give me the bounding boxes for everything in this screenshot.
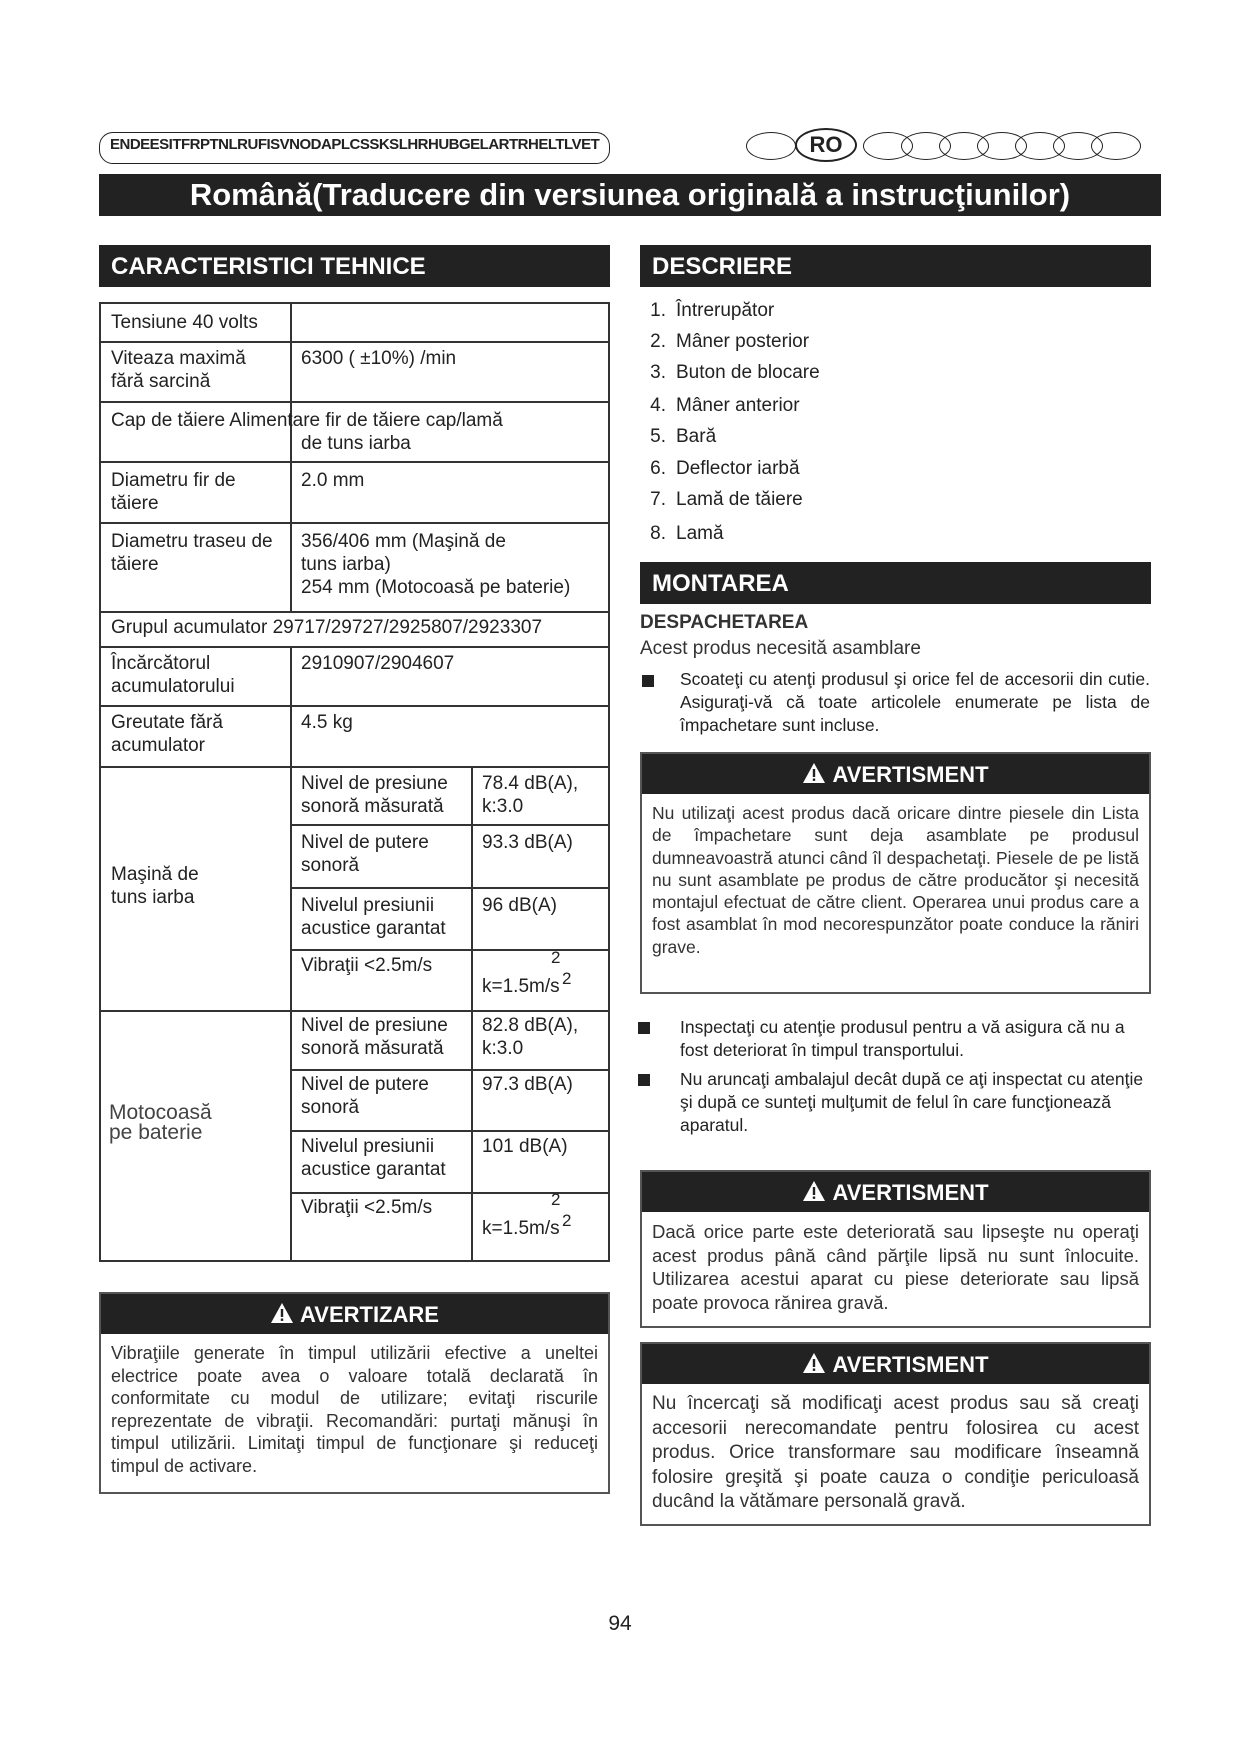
group2-value-exponent: 2 [562,1211,572,1230]
vibration-warning-header [101,1294,608,1334]
assembly-warning-box-3 [640,1342,1151,1526]
spec-value-weight: 4.5 kg [301,712,353,733]
group1-value: 93.3 dB(A) [482,832,573,853]
group2-param: Nivelul presiunii acustice garantat [301,1136,446,1180]
assembly-warning-header-2 [642,1172,1149,1212]
spec-label-battery-pack: Grupul acumulator 29717/29727/2925807/2923307 [111,617,543,638]
group2-value: 82.8 dB(A), k:3.0 [482,1015,579,1059]
assembly-heading: MONTAREA [640,562,1151,604]
unpacking-bullet-3: Nu aruncaţi ambalajul decât după ce aţi inspectat cu atenţie şi după ce sunteţi mulţumit de felul în care funcţionează aparatul. [680,1069,1144,1135]
spec-label-line-diameter: Diametru fir de tăiere [111,470,236,514]
spec-value-cutting-path: 356/406 mm (Maşină de tuns iarba) 254 mm (Motocoasă pe baterie) [301,531,571,598]
assembly-warning-title-1: AVERTISMENT [832,762,989,787]
bullet-marker [642,675,654,687]
description-heading: DESCRIERE [640,245,1151,287]
page-number: 94 [608,1612,632,1635]
group1-param: Nivel de presiune sonoră măsurată [301,773,448,817]
assembly-warning-box-2 [640,1170,1151,1328]
warning-triangle-icon [802,762,826,784]
vibration-warning-text: Vibraţiile generate în timpul utilizării efective a uneltei electrice poate avea o valoare totală declarată în conformitate cu modul de utilizare; evitaţi riscurile reprezentate de vibraţii. Recomandări: purtaţi mănuşi în timpul utilizării. Limitaţi timpul de funcţionare şi reduceţi timpul de activare. [111,1343,598,1476]
specs-heading: CARACTERISTICI TEHNICE [99,245,610,287]
group2-value: 101 dB(A) [482,1136,568,1157]
assembly-intro: Acest produs necesită asamblare [640,638,921,659]
group1-value: 96 dB(A) [482,895,557,916]
spec-value-line-diameter: 2.0 mm [301,470,365,491]
warning-triangle-icon [802,1180,826,1202]
assembly-warning-text-2: Dacă orice parte este deteriorată sau lipseşte nu operaţi acest produs până când părţile lipsă nu sunt înlocuite. Utilizarea acestui aparat cu piese deteriorate sau lipsă poate provoca rănirea gravă. [652,1221,1139,1313]
spec-label-cutting-path: Diametru traseu de tăiere [111,531,273,575]
assembly-warning-title-2: AVERTISMENT [832,1180,989,1205]
group1-param: Vibraţii <2.5m/s [301,955,433,976]
warning-triangle-icon [802,1352,826,1374]
spec-label-weight: Greutate fără acumulator [111,712,223,756]
assembly-warning-header-1 [642,754,1149,794]
assembly-warning-title-3: AVERTISMENT [832,1352,989,1377]
spec-label-cutting-head: Cap de tăiere Alimentare fir de tăiere cap/lamă [111,410,503,431]
group1-param: Nivelul presiunii acustice garantat [301,895,446,939]
group-name-grass-trimmer: Maşină de tuns iarba [111,864,199,908]
unpacking-subheading: DESPACHETAREA [640,612,809,633]
assembly-warning-box-1 [640,752,1151,994]
unpacking-bullet-1: Scoateţi cu atenţi produsul şi orice fel de accesorii din cutie. Asiguraţi-vă că toate articolele enumerate pe lista de împachetare sunt incluse. [680,669,1150,735]
assembly-warning-text-1: Nu utilizaţi acest produs dacă oricare dintre piesele din Lista de împachetare sunt deja asamblate pe produsul dumneavoastră atunci când îl despachetaţi. Piesele de pe listă nu sunt asamblate pe produs de către producător şi necesită montajul efectuat de către client. Operarea unui produs care a fost asamblat în mod necorespunzător poate conduce la răniri grave. [652,803,1139,957]
language-oval [746,132,796,160]
bullet-marker [638,1074,650,1086]
spec-label-voltage: Tensiune 40 volts [111,312,258,333]
group1-param: Nivel de putere sonoră [301,832,429,876]
group1-value: 78.4 dB(A), k:3.0 [482,773,579,817]
vibration-warning-title: AVERTIZARE [300,1302,439,1327]
assembly-warning-header-3 [642,1344,1149,1384]
unpacking-bullet-2: Inspectaţi cu atenţie produsul pentru a vă asigura că nu a fost deteriorat în timpul transportului. [680,1017,1125,1060]
group2-value: 97.3 dB(A) [482,1074,573,1095]
language-codes: ENDEESITFRPTNLRUFISVNODAPLCSSKSLHRHUBGELARTRHELTLVET [99,132,610,164]
language-oval [1091,132,1141,160]
group1-value: k=1.5m/s [482,976,560,997]
group2-value: k=1.5m/s [482,1218,560,1239]
spec-label-max-speed: Viteaza maximă fără sarcină [111,348,246,392]
spec-label-charger: Încărcătorul acumulatorului [111,653,235,697]
group2-param: Nivel de putere sonoră [301,1074,429,1118]
spec-value-cutting-head: de tuns iarba [301,433,411,454]
group1-value-exponent: 2 [562,969,572,988]
spec-value-max-speed: 6300 ( ±10%) /min [301,348,457,369]
assembly-warning-text-3: Nu încercaţi să modificaţi acest produs sau să creaţi accesorii nerecomandate pentru folosirea cu acest produs. Orice transformare sau modificare înseamnă folosire greşită şi poate cauza o condiţie periculoasă ducând la vătămare personală gravă. [652,1393,1139,1512]
group1-value-exponent: 2 [551,948,561,967]
group2-value-exponent: 2 [551,1190,561,1209]
bullet-marker [638,1022,650,1034]
page-title: Română(Traducere din versiunea originală a instrucţiunilor) [99,174,1161,216]
language-bar [99,128,1161,162]
group2-param: Vibraţii <2.5m/s [301,1197,433,1218]
vibration-warning-box [99,1292,610,1494]
spec-value-charger: 2910907/2904607 [301,653,455,674]
warning-triangle-icon [270,1302,294,1324]
active-language-badge: RO [795,128,857,162]
group2-param: Nivel de presiune sonoră măsurată [301,1015,448,1059]
group-name-battery-brushcutter: Motocoasă pe baterie [109,1101,212,1144]
